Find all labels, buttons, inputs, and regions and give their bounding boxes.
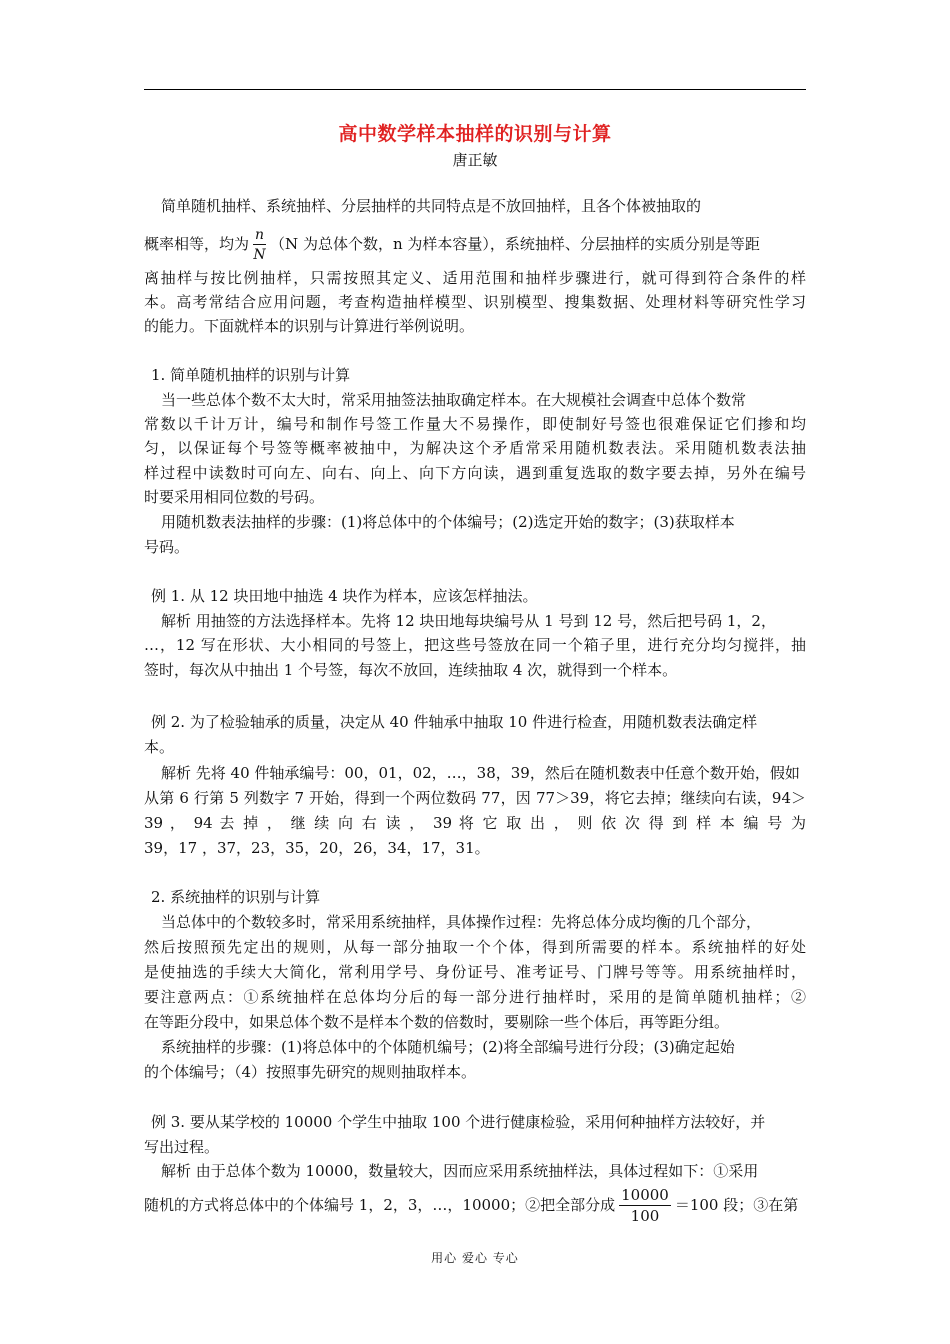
s2-p1-line-1: 当总体中的个数较多时，常采用系统抽样，具体操作过程：先将总体分成均衡的几个部分， [161, 913, 762, 931]
example-1-question: 例 1. 从 12 块田地中抽选 4 块作为样本，应该怎样抽法。 [151, 587, 538, 605]
example-2-question-line-2: 本。 [144, 738, 175, 756]
ex2-answer-line-2: 从第 6 行第 5 列数字 7 开始，得到一个两位数码 77，因 77＞39，将它去掉；继续向右读，94＞ [144, 789, 806, 807]
ex2-answer-line-1: 解析 先将 40 件轴承编号：00，01，02，…，38，39，然后在随机数表中任意个数开始，假如 [161, 764, 800, 782]
ex2-answer-line-4: 39，17 ，37，23，35，20，26，34，17，31。 [144, 839, 490, 857]
page-footer: 用心 爱心 专心 [431, 1251, 519, 1265]
fraction-numerator: 10000 [621, 1186, 669, 1204]
author-name: 唐正敏 [452, 151, 498, 169]
fraction-n-over-N [253, 228, 266, 262]
s2-p1-line-3: 是使抽选的手续大大简化，常利用学号、身份证号、准考证号、门牌号等等。用系统抽样时， [144, 963, 806, 981]
example-2-question-line-1: 例 2. 为了检验轴承的质量，决定从 40 件轴承中抽取 10 件进行检查，用随机数表法确定样 [151, 713, 758, 731]
intro-line-2-pre: 概率相等，均为 [144, 235, 250, 253]
s2-p2-line-1: 系统抽样的步骤：(1)将总体中的个体随机编号；(2)将全部编号进行分段；(3)确定起始 [161, 1038, 735, 1056]
document-title: 高中数学样本抽样的识别与计算 [338, 123, 612, 145]
s1-p1-line-3: 匀，以保证每个号签等概率被抽中，为解决这个矛盾常采用随机数表法。采用随机数表法抽 [144, 439, 806, 457]
ex3-answer-line-2-post: ＝100 段；③在第 [674, 1196, 799, 1214]
fraction-denominator: N [253, 247, 266, 263]
example-3-question-line-1: 例 3. 要从某学校的 10000 个学生中抽取 100 个进行健康检验，采用何种抽样方法较好，并 [151, 1113, 766, 1131]
s1-p2-line-1: 用随机数表法抽样的步骤：(1)将总体中的个体编号；(2)选定开始的数字；(3)获取样本 [161, 513, 735, 531]
ex3-answer-line-2-pre: 随机的方式将总体中的个体编号 1，2，3，…，10000；②把全部分成 [144, 1196, 616, 1214]
s1-p1-line-5: 时要采用相同位数的号码。 [144, 488, 325, 506]
intro-line-2-post: （N 为总体个数，n 为样本容量），系统抽样、分层抽样的实质分别是等距 [270, 235, 760, 253]
s1-p1-line-4: 样过程中读数时可向左、向右、向上、向下方向读，遇到重复选取的数字要去掉，另外在编号 [144, 464, 806, 482]
s2-p1-line-4: 要注意两点：①系统抽样在总体均分后的每一部分进行抽样时，采用的是简单随机抽样；② [144, 988, 806, 1006]
fraction-10000-over-100 [619, 1188, 671, 1224]
s1-p2-line-2: 号码。 [144, 538, 190, 556]
s2-p2-line-2: 的个体编号；（4）按照事先研究的规则抽取样本。 [144, 1063, 477, 1081]
fraction-denominator: 100 [630, 1207, 660, 1225]
header-rule [144, 89, 806, 90]
ex3-answer-line-2 [144, 1184, 806, 1226]
ex3-answer-line-1: 解析 由于总体个数为 10000，数量较大，因而应采用系统抽样法，具体过程如下：①采用 [161, 1162, 759, 1180]
intro-line-4: 本。高考常结合应用问题，考查构造抽样模型、识别模型、搜集数据、处理材料等研究性学习 [144, 293, 806, 311]
s1-p1-line-2: 常数以千计万计，编号和制作号签工作量大不易操作，即使制好号签也很难保证它们掺和均 [144, 415, 806, 433]
s2-p1-line-5: 在等距分段中，如果总体个数不是样本个数的倍数时，要剔除一些个体后，再等距分组。 [144, 1013, 730, 1031]
s2-p1-line-2: 然后按照预先定出的规则，从每一部分抽取一个个体，得到所需要的样本。系统抽样的好处 [144, 938, 806, 956]
ex1-answer-line-2: …，12 写在形状、大小相同的号签上，把这些号签放在同一个箱子里，进行充分均匀搅拌，抽 [144, 636, 806, 654]
intro-line-2 [144, 228, 806, 264]
example-3-question-line-2: 写出过程。 [144, 1138, 220, 1156]
s1-p1-line-1: 当一些总体个数不太大时，常采用抽签法抽取确定样本。在大规模社会调查中总体个数常 [161, 391, 747, 409]
fraction-numerator: n [255, 227, 265, 243]
section-2-heading: 2. 系统抽样的识别与计算 [151, 888, 321, 906]
ex2-answer-line-3: 39 ， 94 去 掉 ， 继 续 向 右 读 ， 39 将 它 取 出 ， 则 依 次 得 到 样 本 编 号 为 [144, 814, 806, 832]
intro-line-5: 的能力。下面就样本的识别与计算进行举例说明。 [144, 317, 475, 335]
ex1-answer-line-1: 解析 用抽签的方法选择样本。先将 12 块田地每块编号从 1 号到 12 号，然后把号码 1，2， [161, 612, 776, 630]
section-1-heading: 1. 简单随机抽样的识别与计算 [151, 366, 351, 384]
intro-line-3: 离抽样与按比例抽样，只需按照其定义、适用范围和抽样步骤进行，就可得到符合条件的样 [144, 269, 806, 287]
intro-line-1: 简单随机抽样、系统抽样、分层抽样的共同特点是不放回抽样，且各个体被抽取的 [161, 197, 702, 215]
ex1-answer-line-3: 签时，每次从中抽出 1 个号签，每次不放回，连续抽取 4 次，就得到一个样本。 [144, 661, 678, 679]
